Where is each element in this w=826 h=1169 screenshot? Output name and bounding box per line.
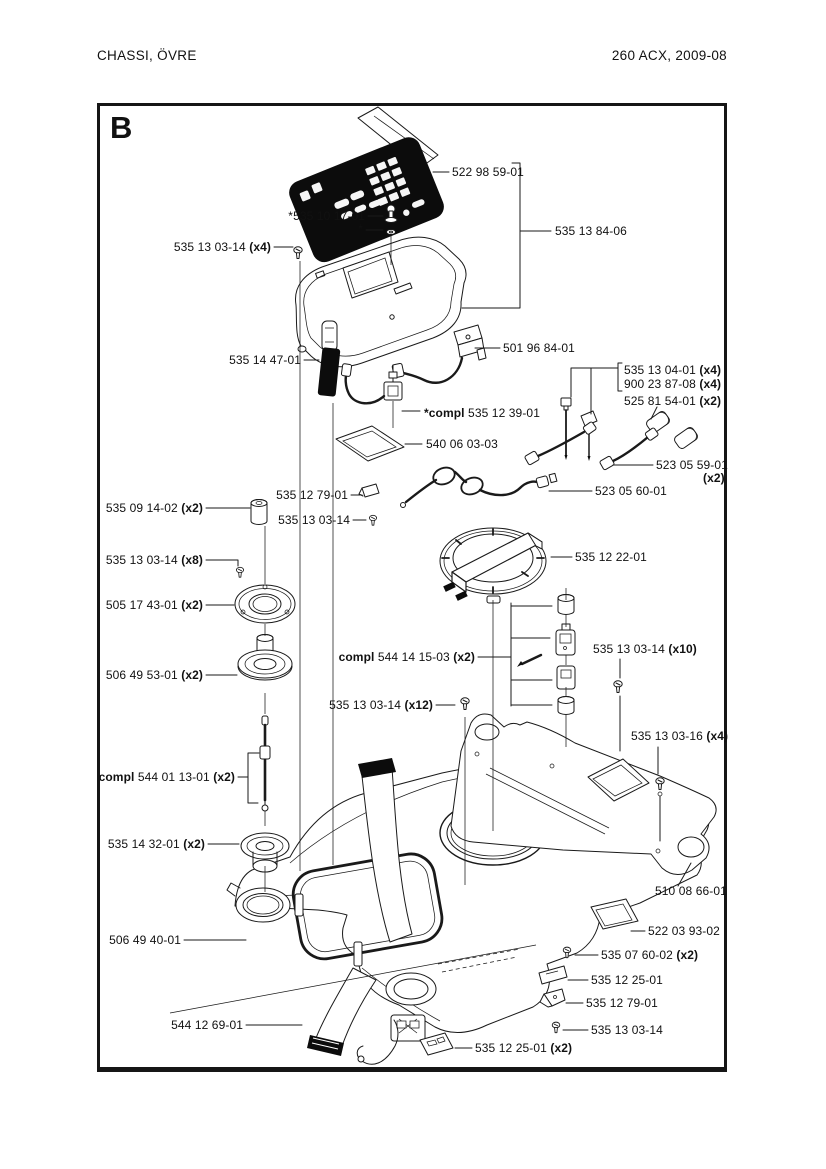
part-label: 535 12 79-01 <box>586 996 658 1010</box>
part-label: 535 12 25-01 (x2) <box>475 1041 573 1055</box>
connector-box <box>391 1015 425 1041</box>
loop-cables <box>401 421 659 507</box>
part-label: 506 49 40-01 <box>109 933 181 947</box>
part-label: 535 13 03-16 (x4) <box>631 729 729 743</box>
part-label: *535 10 17-01 <box>288 209 365 223</box>
part-label: 523 05 60-01 <box>595 484 667 498</box>
part-label: 535 13 03-14 (x10) <box>593 642 697 656</box>
page-header-right: 260 ACX, 2009-08 <box>611 48 727 63</box>
part-label: 540 06 03-03 <box>426 437 498 451</box>
part-label: 535 13 04-01 (x4) <box>624 363 722 377</box>
part-label: 535 14 47-01 <box>229 353 301 367</box>
part-label: 535 13 03-14 (x4) <box>173 240 271 254</box>
part-label: 535 09 14-02 (x2) <box>105 501 203 515</box>
part-label: (x2) <box>703 471 725 485</box>
part-label: 523 05 59-01 <box>656 458 728 472</box>
part-label: 535 13 03-14 (x12) <box>329 698 433 712</box>
part-label: 535 13 03-14 (x8) <box>105 553 203 567</box>
part-label: 505 17 43-01 (x2) <box>105 598 203 612</box>
part-label: 506 49 53-01 (x2) <box>105 668 203 682</box>
part-label: 535 07 60-02 (x2) <box>601 948 699 962</box>
part-label: compl 544 01 13-01 (x2) <box>98 770 235 784</box>
diagram-frame <box>97 103 727 1072</box>
part-label: 510 08 66-01 <box>655 884 727 898</box>
part-label: 522 03 93-02 <box>648 924 720 938</box>
part-label: 525 81 54-01 (x2) <box>624 394 722 408</box>
page-header-left: CHASSI, ÖVRE <box>97 48 197 63</box>
part-label: *compl 535 12 39-01 <box>424 406 540 420</box>
switch-block-39 <box>341 364 402 404</box>
exploded-diagram <box>100 106 724 1067</box>
part-label: 900 23 87-08 (x4) <box>624 377 722 391</box>
part-label: 535 13 03-14 <box>278 513 350 527</box>
frame-540 <box>336 426 404 461</box>
part-label: 535 13 84-06 <box>555 224 627 238</box>
part-label: 535 12 79-01 <box>276 488 348 502</box>
part-label: 544 12 69-01 <box>171 1018 243 1032</box>
part-label: 522 98 59-01 <box>452 165 524 179</box>
part-label: 535 12 25-01 <box>591 973 663 987</box>
connector-stack <box>517 595 575 715</box>
part-label: 535 12 22-01 <box>575 550 647 564</box>
section-letter: B <box>110 110 133 145</box>
part-label: 535 14 32-01 (x2) <box>107 837 205 851</box>
part-label: * <box>358 222 363 236</box>
part-label: compl 544 14 15-03 (x2) <box>338 650 475 664</box>
part-label: 535 13 03-14 <box>591 1023 663 1037</box>
part-label: 501 96 84-01 <box>503 341 575 355</box>
cap-disc <box>440 528 546 603</box>
